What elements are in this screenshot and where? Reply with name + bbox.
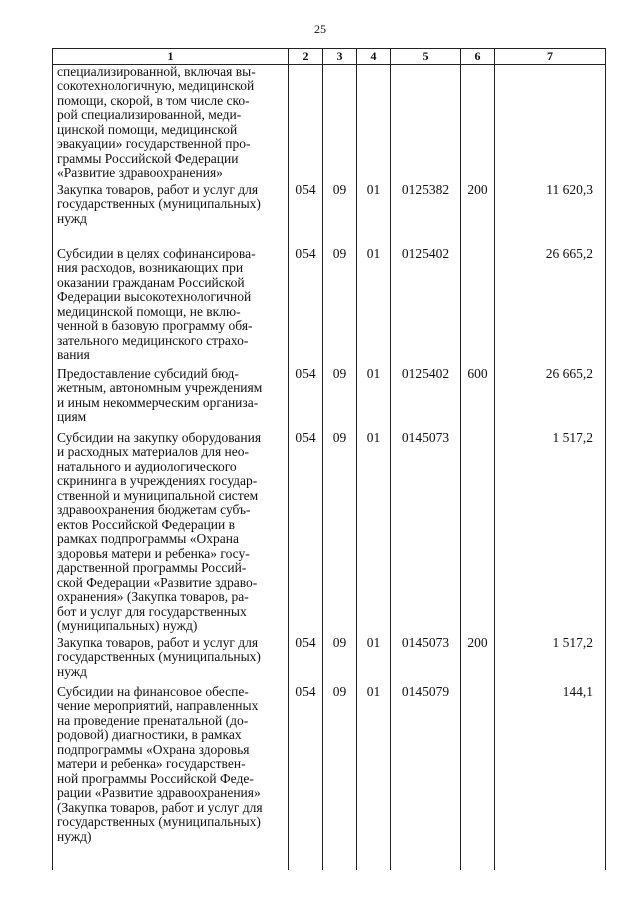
empty-cell: [391, 850, 461, 870]
section-code: [323, 64, 357, 181]
row-description: [53, 245, 289, 365]
expense-type-code: 200: [461, 181, 495, 245]
description-line: на проведение пренатальной (до-: [57, 712, 249, 728]
description-line: государственных (муниципальных): [57, 649, 261, 664]
description-line: ектов Российской Федерации в: [57, 516, 236, 532]
description-line: нужд: [57, 210, 87, 226]
description-line: скрининга в учреждениях государ-: [57, 473, 258, 488]
row-description: [53, 365, 289, 429]
row-description: [53, 64, 289, 181]
description-line: граммы Российской Федерации: [57, 150, 239, 166]
expense-type-code: [461, 64, 495, 181]
description-line: (Закупка товаров, работ и услуг для: [57, 799, 263, 815]
description-line: вания: [57, 347, 90, 362]
target-code: 0145079: [391, 683, 461, 850]
target-code: 0125402: [391, 245, 461, 365]
section-code: 09: [323, 181, 357, 245]
description-line: Субсидии на финансовое обеспе-: [57, 683, 249, 699]
subsection-code: 01: [357, 365, 391, 429]
description-line: специализированной, включая вы-: [57, 63, 256, 79]
target-code: 0145073: [391, 429, 461, 634]
table-row: [53, 429, 606, 634]
amount-value: 11 620,3: [495, 181, 606, 245]
description-line: циям: [57, 409, 87, 424]
description-line: Федерации высокотехнологичной: [57, 289, 252, 304]
amount-value: 144,1: [495, 683, 606, 850]
section-code: 09: [323, 429, 357, 634]
table-row: [53, 64, 606, 181]
section-code: 09: [323, 245, 357, 365]
empty-cell: [461, 850, 495, 870]
column-header: 6: [461, 49, 495, 65]
description-line: натального и аудиологического: [57, 458, 237, 474]
description-line: здравоохранения бюджетам субъ-: [57, 502, 251, 517]
target-code: 0145073: [391, 634, 461, 683]
description-line: подпрограммы «Охрана здоровья: [57, 741, 250, 757]
page-number: 25: [314, 22, 326, 36]
expense-type-code: 600: [461, 365, 495, 429]
amount-value: 26 665,2: [495, 365, 606, 429]
column-header: 3: [323, 49, 357, 65]
table-row: [53, 365, 606, 429]
amount-value: 1 517,2: [495, 634, 606, 683]
target-code: 0125382: [391, 181, 461, 245]
row-description: [53, 683, 289, 850]
description-line: нужд: [57, 663, 87, 679]
ministry-code: [289, 64, 323, 181]
expense-type-code: 200: [461, 634, 495, 683]
amount-value: [495, 64, 606, 181]
column-header: 7: [495, 49, 606, 65]
ministry-code: 054: [289, 181, 323, 245]
expense-type-code: [461, 429, 495, 634]
table-row: [53, 683, 606, 850]
description-line: здоровья матери и ребенка» госу-: [57, 545, 250, 561]
subsection-code: [357, 64, 391, 181]
expense-type-code: [461, 683, 495, 850]
description-line: бот и услуг для государственных: [57, 603, 247, 619]
description-line: ной программы Российской Феде-: [57, 770, 254, 786]
empty-cell: [323, 850, 357, 870]
description-line: ственной и муниципальной систем: [57, 487, 259, 503]
description-line: государственных (муниципальных): [57, 814, 261, 829]
subsection-code: 01: [357, 181, 391, 245]
section-code: 09: [323, 683, 357, 850]
description-line: Закупка товаров, работ и услуг для: [57, 181, 259, 197]
section-code: 09: [323, 365, 357, 429]
description-line: родовой) диагностики, в рамках: [57, 727, 242, 742]
description-line: медицинской помощи, не вклю-: [57, 303, 241, 319]
description-line: рации «Развитие здравоохранения»: [57, 785, 261, 800]
subsection-code: 01: [357, 683, 391, 850]
description-line: оказании гражданам Российской: [57, 274, 245, 290]
target-code: [391, 64, 461, 181]
description-line: эвакуации» государственной про-: [57, 136, 251, 151]
description-line: Закупка товаров, работ и услуг для: [57, 634, 259, 650]
description-line: (муниципальных) нужд): [57, 618, 198, 633]
description-line: государственных (муниципальных): [57, 196, 261, 211]
description-line: и иным некоммерческим организа-: [57, 394, 259, 410]
table-row: [53, 245, 606, 365]
empty-cell: [289, 850, 323, 870]
description-line: сокотехнологичную, медицинской: [57, 78, 255, 93]
description-line: Предоставление субсидий бюд-: [57, 365, 239, 381]
description-line: матери и ребенка» государствен-: [57, 756, 246, 771]
description-line: Субсидии на закупку оборудования: [57, 429, 262, 445]
ministry-code: 054: [289, 365, 323, 429]
column-header: 1: [53, 49, 289, 65]
empty-cell: [357, 850, 391, 870]
table-row: [53, 181, 606, 245]
column-header: 4: [357, 49, 391, 65]
column-header: 5: [391, 49, 461, 65]
description-line: «Развитие здравоохранения»: [57, 165, 223, 180]
subsection-code: 01: [357, 245, 391, 365]
description-line: помощи, скорой, в том числе ско-: [57, 92, 250, 108]
budget-table: [52, 48, 606, 870]
amount-value: 1 517,2: [495, 429, 606, 634]
description-line: цинской помощи, медицинской: [57, 121, 238, 137]
description-line: нужд): [57, 828, 92, 844]
ministry-code: 054: [289, 683, 323, 850]
table-row: [53, 634, 606, 683]
ministry-code: 054: [289, 245, 323, 365]
description-line: рамках подпрограммы «Охрана: [57, 531, 239, 546]
amount-value: 26 665,2: [495, 245, 606, 365]
description-line: чение мероприятий, направленных: [57, 698, 259, 713]
row-description: [53, 634, 289, 683]
subsection-code: 01: [357, 429, 391, 634]
description-line: и расходных материалов для нео-: [57, 444, 249, 459]
description-line: жетным, автономным учреждениям: [57, 380, 263, 395]
header-row: [53, 49, 606, 65]
section-code: 09: [323, 634, 357, 683]
description-line: Субсидии в целях софинансирова-: [57, 245, 256, 261]
ministry-code: 054: [289, 429, 323, 634]
table-end-row: [53, 850, 606, 870]
description-line: ченной в базовую программу обя-: [57, 318, 253, 333]
description-line: ния расходов, возникающих при: [57, 260, 244, 275]
description-line: рой специализированной, меди-: [57, 107, 242, 122]
expense-type-code: [461, 245, 495, 365]
ministry-code: 054: [289, 634, 323, 683]
description-line: зательного медицинского страхо-: [57, 332, 249, 348]
description-line: охранения» (Закупка товаров, ра-: [57, 589, 249, 604]
description-line: ской Федерации «Развитие здраво-: [57, 574, 258, 590]
empty-cell: [53, 850, 289, 870]
empty-cell: [495, 850, 606, 870]
target-code: 0125402: [391, 365, 461, 429]
column-header: 2: [289, 49, 323, 65]
row-description: [53, 181, 289, 245]
description-line: дарственной программы Россий-: [57, 560, 247, 575]
row-description: [53, 429, 289, 634]
subsection-code: 01: [357, 634, 391, 683]
